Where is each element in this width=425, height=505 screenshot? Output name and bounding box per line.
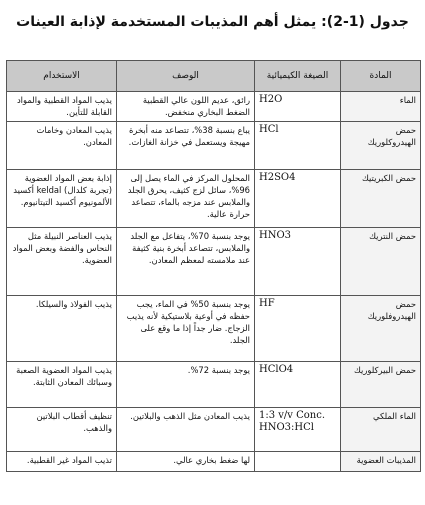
cell-formula: 1:3 v/v Conc. HNO3:HCl (255, 408, 341, 452)
table-row (7, 408, 421, 452)
cell-usage: إذابة بعض المواد العضوية (تجربة كلدال) keldal أكسيد الألمونيوم أكسيد التيتانيوم. (7, 170, 117, 228)
cell-formula: HCl (255, 122, 341, 170)
table-caption: جدول (1-2): يمثل أهم المذيبات المستخدمة لإذابة العينات (16, 14, 409, 30)
cell-material: الماء (341, 92, 421, 122)
table-row (7, 122, 421, 170)
cell-formula: HF (255, 296, 341, 362)
cell-description: يوجد بنسبة 72%. (117, 362, 255, 408)
cell-formula (255, 452, 341, 472)
table-row (7, 170, 421, 228)
cell-material: المذيبات العضوية (341, 452, 421, 472)
cell-description: يباع بنسبة 38%، تتصاعد منه أبخرة مهيجة ويستعمل في خزانة الغازات. (117, 122, 255, 170)
cell-usage: يذيب المعادن وخامات المعادن. (7, 122, 117, 170)
table-row (7, 92, 421, 122)
solvents-table (6, 60, 421, 472)
cell-formula: HClO4 (255, 362, 341, 408)
cell-material: حمض البيركلوريك (341, 362, 421, 408)
table-row (7, 296, 421, 362)
cell-usage: تنظيف أقطاب البلاتين والذهب. (7, 408, 117, 452)
cell-description: المحلول المركز في الماء يصل إلى 96%، سائل لزج كثيف، يحرق الجلد والملابس عند مزجه بالماء، تتصاعد حرارة عالية. (117, 170, 255, 228)
cell-usage: يذيب الفولاذ والسيلكا. (7, 296, 117, 362)
cell-formula: HNO3 (255, 228, 341, 296)
cell-material: حمض الهيدروكلوريك (341, 122, 421, 170)
header-formula: الصيغة الكيميائية (255, 61, 341, 92)
header-material: المادة (341, 61, 421, 92)
cell-usage: يذيب المواد القطبية والمواد القابلة للتأين. (7, 92, 117, 122)
cell-material: الماء الملكي (341, 408, 421, 452)
cell-description: لها ضغط بخاري عالي. (117, 452, 255, 472)
cell-usage: يذيب المواد العضوية الصعبة وسبائك المعادن الثابتة. (7, 362, 117, 408)
table-row (7, 362, 421, 408)
table-row (7, 452, 421, 472)
cell-description: يوجد بنسبة 70%، يتفاعل مع الجلد والملابس، تتصاعد أبخرة بنية كثيفة عند ملامسته لمعظم المعادن. (117, 228, 255, 296)
header-row (7, 61, 421, 92)
cell-material: حمض الهيدروفلوريك (341, 296, 421, 362)
header-description: الوصف (117, 61, 255, 92)
table-row (7, 228, 421, 296)
cell-description: رائق، عديم اللون عالي القطبية الضغط البخاري منخفض. (117, 92, 255, 122)
cell-formula: H2SO4 (255, 170, 341, 228)
header-usage: الاستخدام (7, 61, 117, 92)
cell-material: حمض النتريك (341, 228, 421, 296)
cell-material: حمض الكبريتيك (341, 170, 421, 228)
cell-description: يذيب المعادن مثل الذهب والبلاتين. (117, 408, 255, 452)
cell-formula: H2O (255, 92, 341, 122)
cell-usage: تذيب المواد غير القطبية. (7, 452, 117, 472)
cell-description: يوجد بنسبة 50% في الماء، يجب حفظه في أوعية بلاستيكية لأنه يذيب الزجاج. ضار جداً إذا ما وقع على الجلد. (117, 296, 255, 362)
cell-usage: يذيب العناصر النبيلة مثل النحاس والفضة وبعض المواد العضوية. (7, 228, 117, 296)
